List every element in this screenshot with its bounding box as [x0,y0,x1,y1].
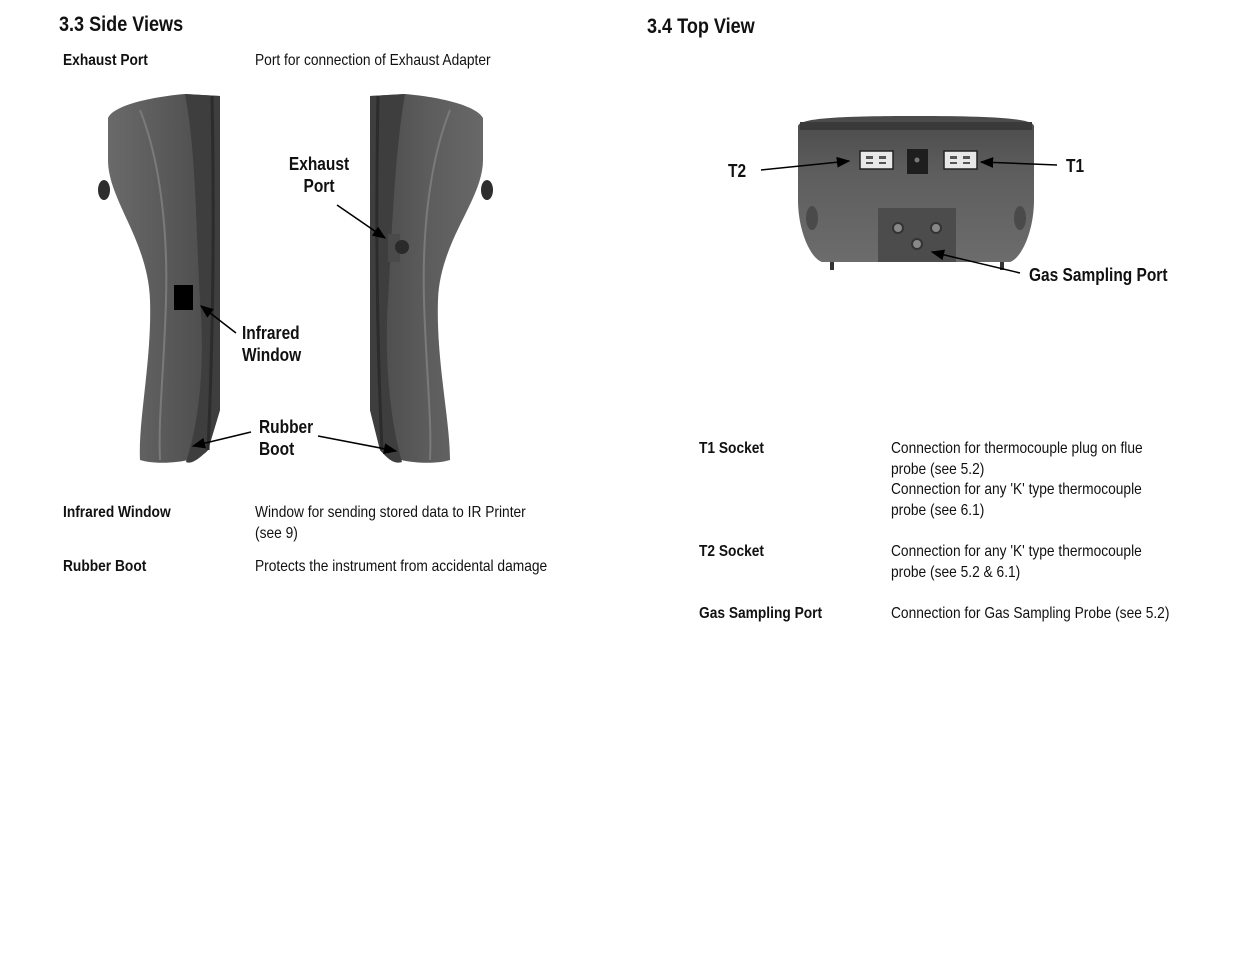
label-t2: T2 [728,161,747,181]
desc-gas-sampling-port: Connection for Gas Sampling Probe (see 5.2) [891,605,1170,622]
term-t1-socket: T1 Socket [699,440,765,457]
label-rubber-boot: Rubber Boot [259,417,314,459]
desc-t1-socket: Connection for thermocouple plug on flue probe (see 5.2) Connection for any 'K' type thermocouple probe (see 6.1) [891,440,1143,519]
top-view-device [798,116,1034,270]
term-exhaust-port: Exhaust Port [63,52,148,69]
top-view-heading: 3.4 Top View [647,15,755,38]
term-t2-socket: T2 Socket [699,543,765,560]
term-infrared-window: Infrared Window [63,504,171,521]
desc-exhaust-port: Port for connection of Exhaust Adapter [255,52,491,69]
label-t1: T1 [1066,156,1085,176]
desc-infrared-window: Window for sending stored data to IR Printer (see 9) [255,504,526,542]
side-views-heading: 3.3 Side Views [59,13,184,36]
side-view-right-device [370,94,493,463]
label-infrared-window: Infrared Window [242,323,302,365]
side-view-left-device [98,94,220,463]
term-gas-sampling-port: Gas Sampling Port [699,605,823,622]
term-rubber-boot: Rubber Boot [63,558,147,575]
desc-t2-socket: Connection for any 'K' type thermocouple probe (see 5.2 & 6.1) [891,543,1142,581]
desc-rubber-boot: Protects the instrument from accidental damage [255,558,548,575]
label-exhaust-port: Exhaust Port [288,154,350,196]
label-gas-sampling-port: Gas Sampling Port [1029,265,1168,285]
